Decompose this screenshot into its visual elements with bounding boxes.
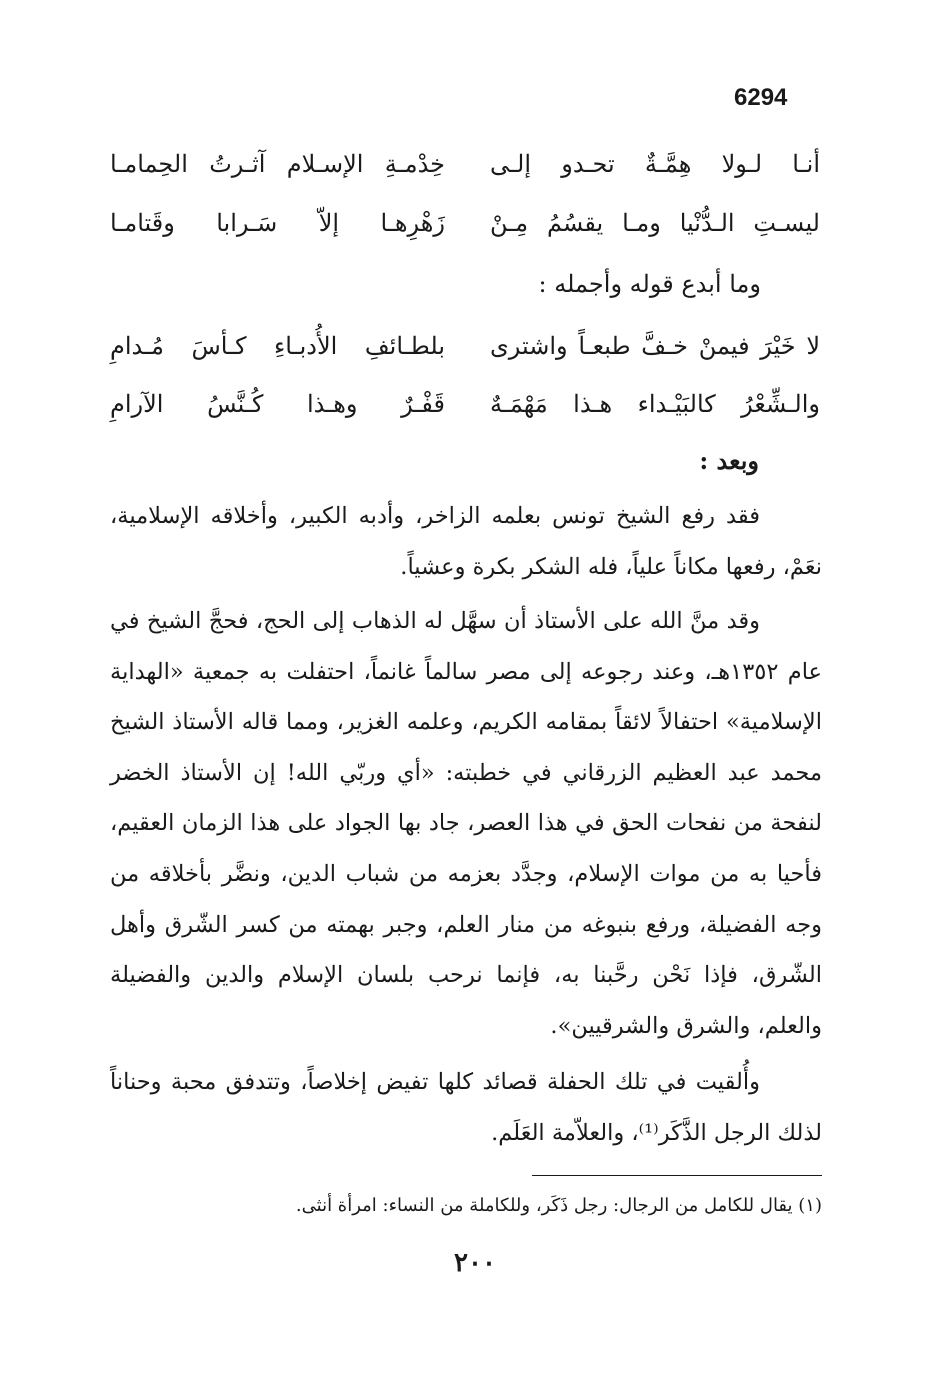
paragraph-text: وأُلقيت في تلك الحفلة قصائد كلها تفيض إخلاصاً، وتتدفق محبة وحناناً لذلك الرجل الذَّكَر⁽¹⁾، والعلاّمة العَلَم. xyxy=(110,1069,822,1146)
paragraph xyxy=(110,596,822,1051)
verse-second-hemistich: زَهْرِهـا إلاّ سَـرابا وقَتامـا xyxy=(110,209,445,237)
verse-first-hemistich: أنـا لـولا هِمَّـةٌ تحـدو إلـى xyxy=(490,150,820,178)
page-id: 6294 xyxy=(734,84,788,111)
verse-line xyxy=(110,318,820,374)
paragraph-text: فقد رفع الشيخ تونس بعلمه الزاخر، وأدبه الكبير، وأخلاقه الإسلامية، نعَمْ، رفعها مكاناً علياً، فله الشكر بكرة وعشياً. xyxy=(110,503,822,580)
intro-line: وما أبدع قوله وأجمله : xyxy=(538,270,761,298)
verse-first-hemistich: والـشِّعْرُ كالبَيْـداء هـذا مَهْمَـهٌ xyxy=(490,390,820,418)
verse-first-hemistich: ليسـتِ الـدُّنْيا ومـا يقسُمُ مِـنْ xyxy=(490,209,820,237)
paragraph xyxy=(110,491,822,592)
verse-second-hemistich: قَفْـرٌ وهـذا كُـنَّسُ الآرامِ xyxy=(110,390,445,418)
verse-first-hemistich: لا خَيْرَ فيمنْ خـفَّ طبعـاً واشترى xyxy=(490,332,820,360)
page-number: ٢٠٠ xyxy=(454,1248,496,1278)
verse-second-hemistich: بلطـائفِ الأُدبـاءِ كـأسَ مُـدامِ xyxy=(110,332,445,360)
footnote: (١) يقال للكامل من الرجال: رجل ذَكَر، وللكاملة من النساء: امرأة أنثى. xyxy=(295,1195,822,1216)
verse-line xyxy=(110,136,820,192)
verse-line xyxy=(110,195,820,251)
section-heading: وبعد : xyxy=(699,446,759,475)
footnote-separator xyxy=(532,1175,822,1176)
verse-line xyxy=(110,376,820,432)
paragraph-text: وقد منَّ الله على الأستاذ أن سهَّل له الذهاب إلى الحج، فحجَّ الشيخ في عام ١٣٥٢هـ، وعند رجوعه إلى مصر سالماً غانماً، احتفلت به جمعية «الهداية الإسلامية» احتفالاً لائقاً بمقامه الكريم، وعلمه الغزير، ومما قاله الأستاذ الشيخ محمد عبد العظيم الزرقاني في خطبته: «أي وربّي الله! إن الأستاذ الخضر لنفحة من نفحات الحق في هذا العصر، جاد بها الجواد على هذا الزمان العقيم، فأحيا به من موات الإسلام، وجدَّد بعزمه من شباب الدين، ونضَّر بأخلاقه من وجه الفضيلة، ورفع بنبوغه من منار العلم، وجبر بهمته من كسر الشّرق وأهل الشّرق، فإذا نَحْن رحَّبنا به، فإنما نرحب بلسان الإسلام والدين والفضيلة والعلم، والشرق والشرقيين». xyxy=(110,608,822,1039)
verse-second-hemistich: خِدْمـةِ الإسـلام آثـرتُ الحِمامـا xyxy=(110,150,445,178)
paragraph xyxy=(110,1057,822,1158)
